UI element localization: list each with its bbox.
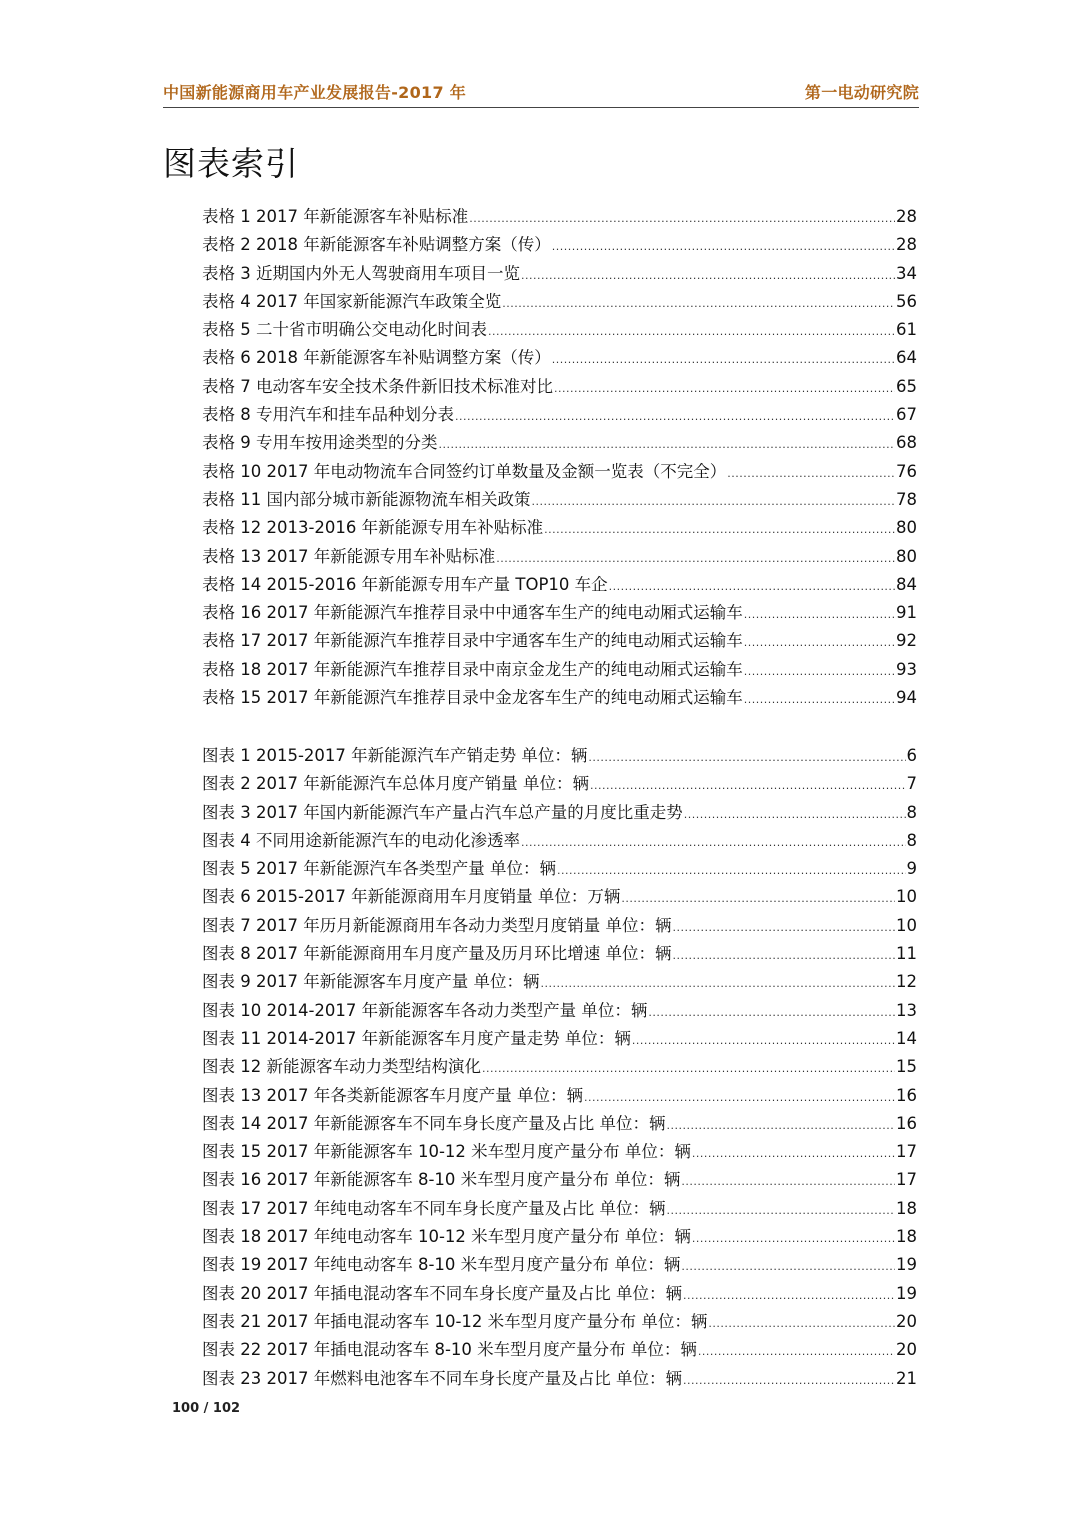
chart-entry[interactable] <box>202 940 917 968</box>
chart-entry-page: 19 <box>896 1255 917 1275</box>
table-entry-label: 表格 18 2017 年新能源汽车推荐目录中南京金龙生产的纯电动厢式运输车 <box>202 659 743 679</box>
table-entry-label: 表格 8 专用汽车和挂车品种划分表 <box>202 405 454 425</box>
chart-entry[interactable] <box>202 1025 917 1053</box>
chart-entry[interactable] <box>202 968 917 996</box>
chart-entry-label: 图表 12 新能源客车动力类型结构演化 <box>202 1057 481 1077</box>
table-entry-label: 表格 14 2015-2016 年新能源专用车产量 TOP10 车企 <box>202 574 608 594</box>
dot-leader <box>590 779 906 792</box>
dot-leader <box>584 1091 895 1104</box>
table-entry-page: 65 <box>896 376 917 396</box>
chart-entry-label: 图表 22 2017 年插电混动客车 8-10 米车型月度产量分布 单位：辆 <box>202 1340 697 1360</box>
chart-entry-label: 图表 20 2017 年插电混动客车不同车身长度产量及占比 单位：辆 <box>202 1283 682 1303</box>
chart-entry[interactable] <box>202 770 917 798</box>
dot-leader <box>455 410 895 423</box>
chart-entry-label: 图表 11 2014-2017 年新能源客车月度产量走势 单位：辆 <box>202 1028 631 1048</box>
table-entry-page: 67 <box>896 405 917 425</box>
dot-leader <box>744 608 895 621</box>
table-entry-page: 68 <box>896 433 917 453</box>
table-entry-page: 56 <box>896 291 917 311</box>
chart-entry[interactable] <box>202 799 917 827</box>
dot-leader <box>727 467 895 480</box>
dot-leader <box>744 636 895 649</box>
chart-entry-label: 图表 19 2017 年纯电动客车 8-10 米车型月度产量分布 单位：辆 <box>202 1255 681 1275</box>
dot-leader <box>532 495 896 508</box>
dot-leader <box>521 269 895 282</box>
table-entry-page: 91 <box>896 603 917 623</box>
dot-leader <box>469 212 895 225</box>
chart-entry-label: 图表 2 2017 年新能源汽车总体月度产销量 单位：辆 <box>202 774 589 794</box>
tables-index <box>202 203 917 712</box>
report-title: 中国新能源商用车产业发展报告-2017 年 <box>163 83 467 102</box>
dot-leader <box>439 438 896 451</box>
dot-leader <box>672 921 895 934</box>
chart-entry-page: 15 <box>896 1057 917 1077</box>
table-entry[interactable] <box>202 288 917 316</box>
chart-entry[interactable] <box>202 997 917 1025</box>
page-header <box>163 78 919 108</box>
table-entry-page: 80 <box>896 546 917 566</box>
chart-entry-label: 图表 18 2017 年纯电动客车 10-12 米车型月度产量分布 单位：辆 <box>202 1227 691 1247</box>
chart-entry-label: 图表 8 2017 年新能源商用车月度产量及历月环比增速 单位：辆 <box>202 944 672 964</box>
dot-leader <box>557 864 906 877</box>
chart-entry-page: 10 <box>896 887 917 907</box>
dot-leader <box>708 1317 895 1330</box>
table-entry-page: 28 <box>896 207 917 226</box>
table-entry-page: 84 <box>896 574 917 594</box>
table-entry[interactable] <box>202 543 917 571</box>
chart-entry[interactable] <box>202 1365 917 1393</box>
chart-entry-label: 图表 14 2017 年新能源客车不同车身长度产量及占比 单位：辆 <box>202 1113 666 1133</box>
table-entry[interactable] <box>202 316 917 344</box>
table-entry[interactable] <box>202 514 917 542</box>
chart-entry-label: 图表 6 2015-2017 年新能源商用车月度销量 单位：万辆 <box>202 887 621 907</box>
dot-leader <box>552 353 895 366</box>
table-entry-page: 93 <box>896 659 917 679</box>
dot-leader <box>609 580 895 593</box>
page-title: 图表索引 <box>163 144 299 183</box>
table-entry-page: 78 <box>896 489 917 509</box>
publisher-name: 第一电动研究院 <box>804 83 919 102</box>
table-entry-label: 表格 5 二十省市明确公交电动化时间表 <box>202 320 487 340</box>
table-entry-page: 80 <box>896 518 917 538</box>
table-entry[interactable] <box>202 571 917 599</box>
chart-entry-page: 18 <box>896 1227 917 1247</box>
table-entry-page: 61 <box>896 320 917 340</box>
table-entry[interactable] <box>202 203 917 231</box>
dot-leader <box>698 1345 895 1358</box>
chart-entry-page: 10 <box>896 915 917 935</box>
chart-entry[interactable] <box>202 1308 917 1336</box>
dot-leader <box>496 552 895 565</box>
chart-entry-label: 图表 17 2017 年纯电动客车不同车身长度产量及占比 单位：辆 <box>202 1198 666 1218</box>
chart-entry-label: 图表 13 2017 年各类新能源客车月度产量 单位：辆 <box>202 1085 583 1105</box>
dot-leader <box>744 693 895 706</box>
chart-entry-label: 图表 3 2017 年国内新能源汽车产量占汽车总产量的月度比重走势 <box>202 802 683 822</box>
table-entry[interactable] <box>202 656 917 684</box>
chart-entry-page: 20 <box>896 1311 917 1331</box>
chart-entry[interactable] <box>202 1251 917 1279</box>
chart-entry-page: 16 <box>896 1113 917 1133</box>
table-entry[interactable] <box>202 486 917 514</box>
chart-entry[interactable] <box>202 1223 917 1251</box>
table-entry-label: 表格 3 近期国内外无人驾驶商用车项目一览 <box>202 263 520 283</box>
chart-entry-page: 16 <box>896 1085 917 1105</box>
chart-entry[interactable] <box>202 1195 917 1223</box>
page-number: 100 / 102 <box>172 1401 241 1416</box>
chart-entry[interactable] <box>202 1138 917 1166</box>
dot-leader <box>744 665 895 678</box>
table-entry[interactable] <box>202 401 917 429</box>
table-entry[interactable] <box>202 458 917 486</box>
dot-leader <box>588 751 905 764</box>
table-entry[interactable] <box>202 684 917 712</box>
chart-entry-page: 18 <box>896 1198 917 1218</box>
table-entry-label: 表格 17 2017 年新能源汽车推荐目录中宇通客车生产的纯电动厢式运输车 <box>202 631 743 651</box>
chart-entry[interactable] <box>202 883 917 911</box>
table-entry-label: 表格 11 国内部分城市新能源物流车相关政策 <box>202 489 531 509</box>
chart-entry-page: 14 <box>896 1028 917 1048</box>
chart-entry-label: 图表 5 2017 年新能源汽车各类型产量 单位：辆 <box>202 859 556 879</box>
table-entry-label: 表格 13 2017 年新能源专用车补贴标准 <box>202 546 496 566</box>
dot-leader <box>544 523 895 536</box>
dot-leader <box>684 808 906 821</box>
table-entry-page: 28 <box>896 235 917 255</box>
table-entry-label: 表格 9 专用车按用途类型的分类 <box>202 433 438 453</box>
dot-leader <box>666 1204 895 1217</box>
table-entry[interactable] <box>202 599 917 627</box>
dot-leader <box>692 1232 895 1245</box>
dot-leader <box>482 1062 895 1075</box>
dot-leader <box>683 1374 895 1387</box>
table-entry-page: 76 <box>896 461 917 481</box>
dot-leader <box>502 297 895 310</box>
dot-leader <box>552 240 895 253</box>
table-entry-label: 表格 4 2017 年国家新能源汽车政策全览 <box>202 291 502 311</box>
chart-entry-page: 8 <box>906 802 917 822</box>
chart-entry-page: 17 <box>896 1170 917 1190</box>
table-entry-page: 94 <box>896 688 917 708</box>
table-entry[interactable] <box>202 260 917 288</box>
table-entry[interactable] <box>202 429 917 457</box>
header-divider <box>163 107 919 108</box>
dot-leader <box>683 1289 895 1302</box>
dot-leader <box>681 1260 895 1273</box>
chart-entry[interactable] <box>202 1082 917 1110</box>
chart-entry-page: 12 <box>896 972 917 992</box>
table-entry-label: 表格 6 2018 年新能源客车补贴调整方案（传） <box>202 348 551 368</box>
chart-entry-page: 8 <box>906 830 917 850</box>
dot-leader <box>648 1006 895 1019</box>
table-entry-label: 表格 2 2018 年新能源客车补贴调整方案（传） <box>202 235 551 255</box>
table-entry[interactable] <box>202 373 917 401</box>
chart-entry[interactable] <box>202 912 917 940</box>
table-entry-label: 表格 7 电动客车安全技术条件新旧技术标准对比 <box>202 376 553 396</box>
table-entry[interactable] <box>202 627 917 655</box>
chart-entry-label: 图表 21 2017 年插电混动客车 10-12 米车型月度产量分布 单位：辆 <box>202 1311 708 1331</box>
chart-entry-label: 图表 10 2014-2017 年新能源客车各动力类型产量 单位：辆 <box>202 1000 648 1020</box>
chart-entry-label: 图表 16 2017 年新能源客车 8-10 米车型月度产量分布 单位：辆 <box>202 1170 681 1190</box>
chart-entry[interactable] <box>202 1053 917 1081</box>
table-entry-label: 表格 15 2017 年新能源汽车推荐目录中金龙客车生产的纯电动厢式运输车 <box>202 688 743 708</box>
chart-entry-page: 20 <box>896 1340 917 1360</box>
dot-leader <box>681 1175 895 1188</box>
table-entry-label: 表格 12 2013-2016 年新能源专用车补贴标准 <box>202 518 544 538</box>
chart-entry[interactable] <box>202 827 917 855</box>
dot-leader <box>521 836 906 849</box>
table-entry[interactable] <box>202 344 917 372</box>
chart-entry-label: 图表 1 2015-2017 年新能源汽车产销走势 单位：辆 <box>202 746 588 765</box>
chart-entry[interactable] <box>202 1110 917 1138</box>
table-entry-label: 表格 10 2017 年电动物流车合同签约订单数量及金额一览表（不完全） <box>202 461 727 481</box>
table-entry-label: 表格 1 2017 年新能源客车补贴标准 <box>202 207 469 226</box>
table-entry-page: 34 <box>896 263 917 283</box>
dot-leader <box>692 1147 895 1160</box>
chart-entry-page: 13 <box>896 1000 917 1020</box>
chart-entry[interactable] <box>202 855 917 883</box>
dot-leader <box>621 892 895 905</box>
chart-entry-page: 17 <box>896 1142 917 1162</box>
chart-entry-label: 图表 7 2017 年历月新能源商用车各动力类型月度销量 单位：辆 <box>202 915 672 935</box>
table-entry-label: 表格 16 2017 年新能源汽车推荐目录中中通客车生产的纯电动厢式运输车 <box>202 603 743 623</box>
charts-index <box>202 742 917 1393</box>
chart-entry-label: 图表 9 2017 年新能源客车月度产量 单位：辆 <box>202 972 540 992</box>
table-entry-page: 92 <box>896 631 917 651</box>
table-entry-page: 64 <box>896 348 917 368</box>
chart-entry[interactable] <box>202 1336 917 1364</box>
chart-entry-page: 7 <box>906 774 917 794</box>
chart-entry-page: 6 <box>906 746 917 765</box>
table-entry[interactable] <box>202 231 917 259</box>
chart-entry-label: 图表 15 2017 年新能源客车 10-12 米车型月度产量分布 单位：辆 <box>202 1142 691 1162</box>
dot-leader <box>540 977 895 990</box>
chart-entry-page: 21 <box>896 1368 917 1388</box>
dot-leader <box>666 1119 895 1132</box>
chart-entry-page: 11 <box>896 944 917 964</box>
chart-entry[interactable] <box>202 742 917 770</box>
chart-entry[interactable] <box>202 1280 917 1308</box>
chart-entry[interactable] <box>202 1166 917 1194</box>
dot-leader <box>632 1034 895 1047</box>
dot-leader <box>488 325 895 338</box>
chart-entry-page: 19 <box>896 1283 917 1303</box>
chart-entry-label: 图表 23 2017 年燃料电池客车不同车身长度产量及占比 单位：辆 <box>202 1368 682 1388</box>
dot-leader <box>672 949 895 962</box>
dot-leader <box>554 382 895 395</box>
chart-entry-label: 图表 4 不同用途新能源汽车的电动化渗透率 <box>202 830 520 850</box>
chart-entry-page: 9 <box>906 859 917 879</box>
